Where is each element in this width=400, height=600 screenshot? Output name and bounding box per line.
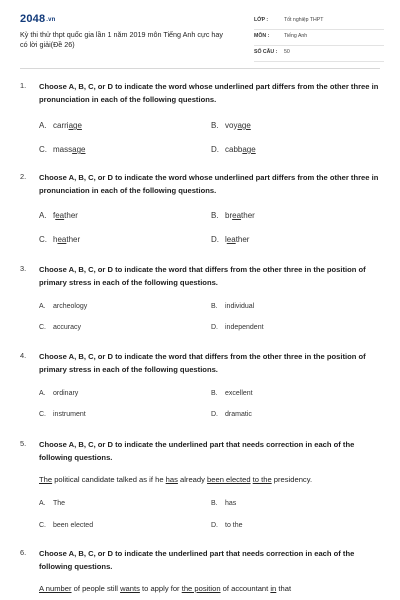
sentence-text: already bbox=[177, 475, 208, 484]
meta-class-row bbox=[254, 14, 384, 30]
meta-count-row bbox=[254, 46, 384, 62]
option-text: been elected bbox=[53, 522, 94, 529]
sentence-text: presidency. bbox=[271, 475, 313, 484]
option-text: ther bbox=[235, 235, 250, 244]
site-logo[interactable] bbox=[20, 13, 56, 25]
option-text: ther bbox=[241, 211, 255, 220]
option-letter: B. bbox=[211, 211, 219, 220]
underlined-part: in bbox=[270, 584, 277, 593]
question-prompt: Choose A, B, C, or D to indicate the word whose underlined part differs from the other three in pronunciation in each of the following questions. bbox=[39, 82, 379, 104]
question-prompt: Choose A, B, C, or D to indicate the word that differs from the other three in the position of primary stress in each of the following questions. bbox=[39, 352, 366, 374]
underlined-part: The bbox=[39, 475, 53, 484]
option-b[interactable] bbox=[211, 211, 255, 220]
underlined-part: to the bbox=[252, 475, 272, 484]
option-text: archeology bbox=[53, 303, 88, 310]
question-number: 4. bbox=[20, 351, 27, 360]
option-letter: C. bbox=[39, 411, 46, 418]
question-number: 5. bbox=[20, 439, 27, 448]
option-text: ther bbox=[64, 211, 78, 220]
header-divider bbox=[20, 68, 380, 69]
option-text: l bbox=[225, 235, 227, 244]
option-a[interactable] bbox=[39, 390, 78, 397]
option-text: carri bbox=[53, 121, 69, 130]
option-a[interactable] bbox=[39, 211, 78, 220]
option-text: The bbox=[53, 500, 66, 507]
option-text: independent bbox=[225, 324, 264, 331]
exam-title: Kỳ thi thử thpt quốc gia lần 1 năm 2019 môn Tiếng Anh cực hay có lời giải(Đề 26) bbox=[20, 30, 224, 49]
option-c[interactable] bbox=[39, 235, 80, 244]
option-d[interactable] bbox=[211, 522, 243, 529]
option-letter: A. bbox=[39, 121, 47, 130]
sentence-text: of people still bbox=[71, 584, 121, 593]
question-6 bbox=[20, 547, 382, 600]
option-text: to the bbox=[225, 522, 243, 529]
option-c[interactable] bbox=[39, 522, 93, 529]
option-underlined: ea bbox=[232, 211, 242, 220]
option-text: mass bbox=[53, 145, 73, 154]
option-letter: A. bbox=[39, 303, 46, 310]
option-text: ordinary bbox=[53, 390, 79, 397]
underlined-part: the position bbox=[181, 584, 221, 593]
option-c[interactable] bbox=[39, 145, 85, 154]
option-underlined: ea bbox=[57, 235, 67, 244]
option-letter: A. bbox=[39, 211, 47, 220]
option-c[interactable] bbox=[39, 324, 81, 331]
option-text: ther bbox=[66, 235, 81, 244]
meta-subject-label: MÔN : bbox=[254, 33, 270, 39]
option-letter: D. bbox=[211, 145, 219, 154]
meta-class-label: LỚP : bbox=[254, 17, 269, 23]
error-sentence bbox=[39, 475, 312, 484]
meta-subject-value: Tiếng Anh bbox=[284, 33, 308, 39]
option-underlined: age bbox=[237, 121, 251, 130]
question-1 bbox=[20, 80, 382, 165]
option-text: cabb bbox=[225, 145, 243, 154]
option-text: h bbox=[53, 235, 58, 244]
option-b[interactable] bbox=[211, 121, 251, 130]
question-prompt: Choose A, B, C, or D to indicate the word that differs from the other three in the position of primary stress in each of the following questions. bbox=[39, 265, 366, 287]
option-letter: B. bbox=[211, 500, 218, 507]
option-c[interactable] bbox=[39, 411, 86, 418]
option-b[interactable] bbox=[211, 390, 253, 397]
sentence-text: of accountant bbox=[220, 584, 271, 593]
option-underlined: ea bbox=[226, 235, 236, 244]
question-prompt: Choose A, B, C, or D to indicate the word whose underlined part differs from the other three in pronunciation in each of the following questions. bbox=[39, 173, 379, 195]
meta-class-value: Tốt nghiệp THPT bbox=[284, 17, 324, 23]
page-header bbox=[0, 0, 400, 66]
option-d[interactable] bbox=[211, 145, 256, 154]
question-number: 6. bbox=[20, 548, 27, 557]
option-letter: A. bbox=[39, 390, 46, 397]
option-letter: C. bbox=[39, 235, 47, 244]
option-letter: C. bbox=[39, 145, 47, 154]
option-letter: D. bbox=[211, 522, 218, 529]
option-letter: B. bbox=[211, 303, 218, 310]
option-text: individual bbox=[225, 303, 255, 310]
option-letter: B. bbox=[211, 390, 218, 397]
question-3 bbox=[20, 263, 382, 343]
underlined-part: A number bbox=[39, 584, 72, 593]
option-text: has bbox=[225, 500, 237, 507]
question-4 bbox=[20, 350, 382, 430]
option-a[interactable] bbox=[39, 303, 87, 310]
option-letter: B. bbox=[211, 121, 219, 130]
sentence-text: political candidate talked as if he bbox=[52, 475, 166, 484]
question-number: 1. bbox=[20, 81, 27, 90]
option-letter: D. bbox=[211, 235, 219, 244]
option-text: accuracy bbox=[53, 324, 82, 331]
option-text: instrument bbox=[53, 411, 86, 418]
option-letter: D. bbox=[211, 324, 218, 331]
meta-count-label: SỐ CÂU : bbox=[254, 49, 278, 55]
underlined-part: wants bbox=[120, 584, 140, 593]
underlined-part: has bbox=[165, 475, 178, 484]
option-a[interactable] bbox=[39, 121, 82, 130]
option-underlined: age bbox=[68, 121, 82, 130]
sentence-text: that bbox=[276, 584, 292, 593]
option-text: br bbox=[225, 211, 233, 220]
option-text: voy bbox=[225, 121, 238, 130]
option-underlined: ea bbox=[55, 211, 65, 220]
option-text: excellent bbox=[225, 390, 253, 397]
option-letter: C. bbox=[39, 522, 46, 529]
option-letter: D. bbox=[211, 411, 218, 418]
meta-count-value: 50 bbox=[284, 49, 290, 55]
option-d[interactable] bbox=[211, 324, 264, 331]
question-5 bbox=[20, 438, 382, 538]
option-a[interactable] bbox=[39, 500, 65, 507]
question-prompt: Choose A, B, C, or D to indicate the underlined part that needs correction in each of the following questions. bbox=[39, 549, 355, 571]
option-d[interactable] bbox=[211, 235, 249, 244]
option-text: f bbox=[53, 211, 56, 220]
meta-subject-row bbox=[254, 30, 384, 46]
option-b[interactable] bbox=[211, 500, 236, 507]
option-underlined: age bbox=[72, 145, 86, 154]
option-letter: C. bbox=[39, 324, 46, 331]
option-d[interactable] bbox=[211, 411, 252, 418]
question-prompt: Choose A, B, C, or D to indicate the underlined part that needs correction in each of the following questions. bbox=[39, 440, 355, 462]
underlined-part: been elected bbox=[207, 475, 251, 484]
logo-text: 2048 bbox=[20, 13, 46, 25]
sentence-text: to apply for bbox=[139, 584, 182, 593]
error-sentence bbox=[39, 584, 291, 593]
question-number: 2. bbox=[20, 172, 27, 181]
question-2 bbox=[20, 171, 382, 256]
option-underlined: age bbox=[242, 145, 256, 154]
option-text: dramatic bbox=[225, 411, 252, 418]
question-number: 3. bbox=[20, 264, 27, 273]
logo-suffix: .vn bbox=[46, 17, 56, 23]
exam-meta bbox=[254, 14, 384, 62]
option-b[interactable] bbox=[211, 303, 254, 310]
option-letter: A. bbox=[39, 500, 46, 507]
